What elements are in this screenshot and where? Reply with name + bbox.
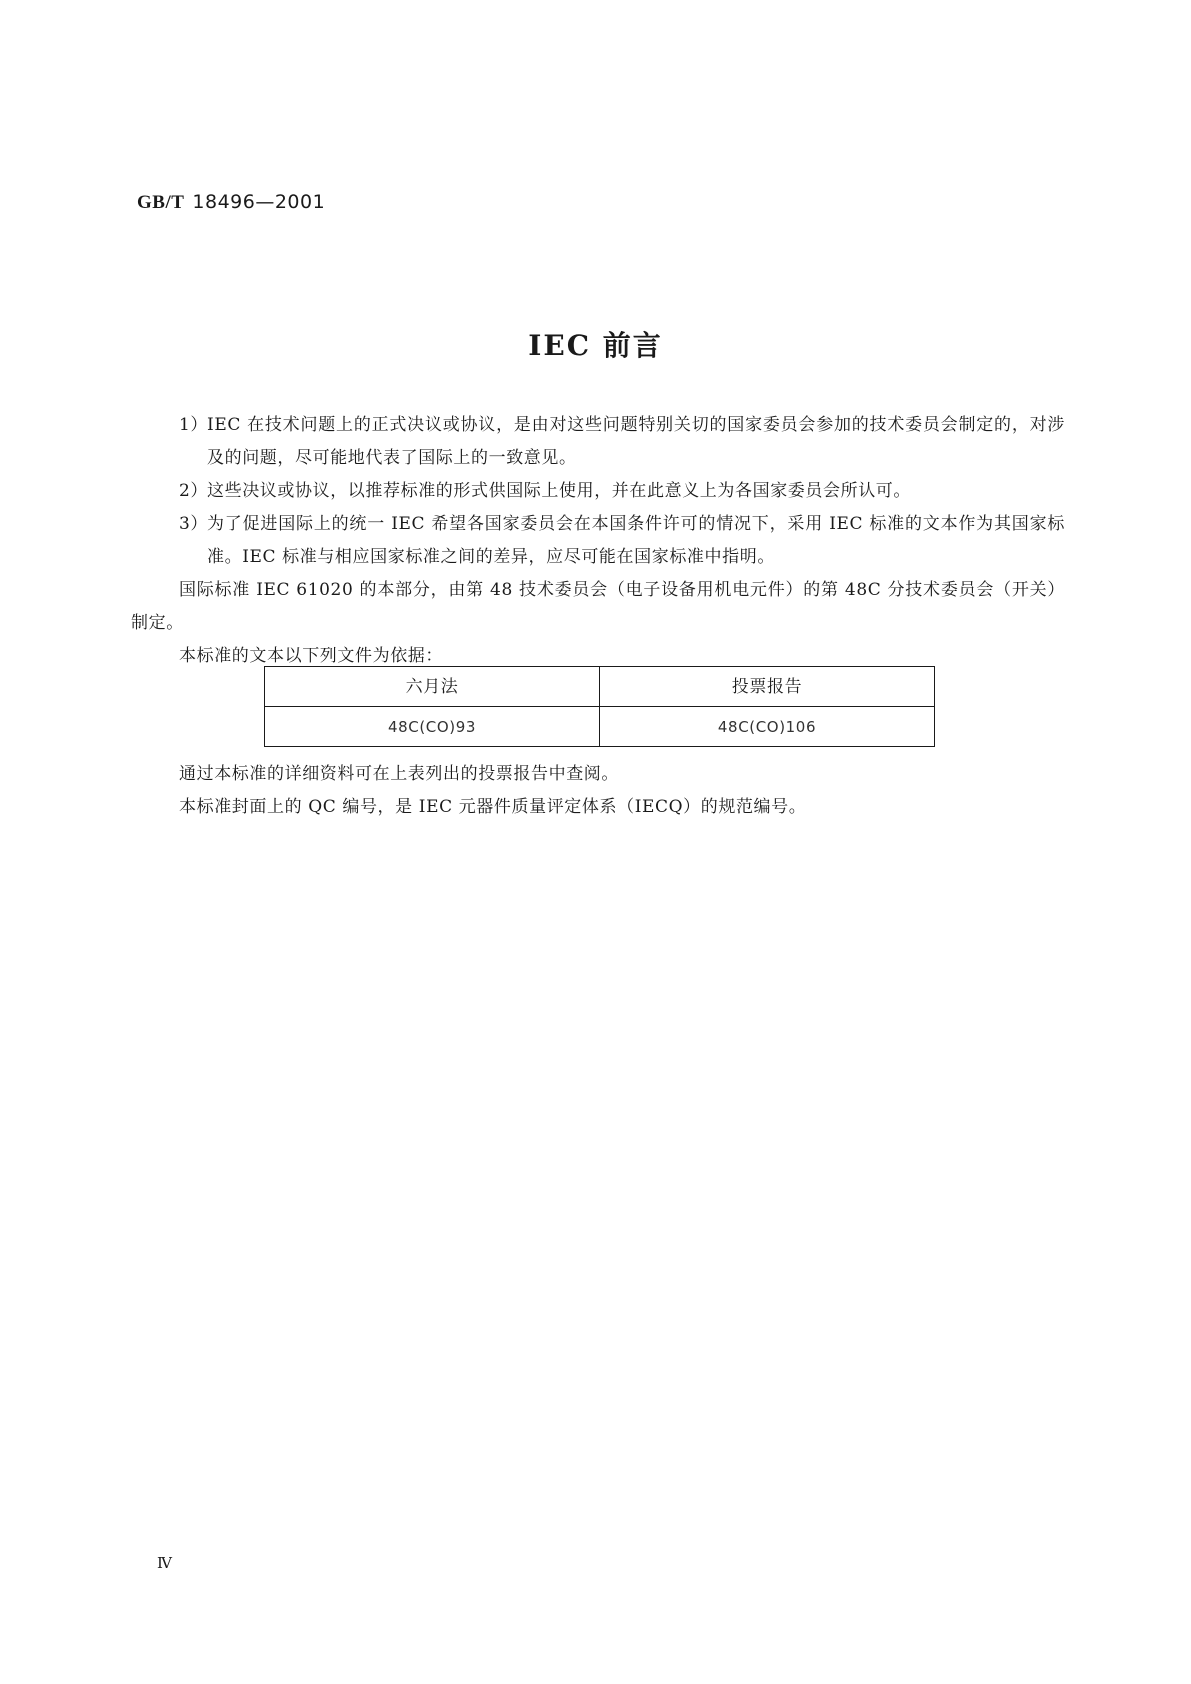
paragraph: 通过本标准的详细资料可在上表列出的投票报告中查阅。: [179, 764, 619, 784]
list-item-text: 这些决议或协议，以推荐标准的形式供国际上使用，并在此意义上为各国家委员会所认可。: [207, 481, 911, 501]
list-item: [131, 475, 1065, 508]
page-number: Ⅳ: [157, 1554, 172, 1572]
table-cell: 48C(CO)106: [600, 707, 935, 747]
table-cell: 48C(CO)93: [265, 707, 600, 747]
document-body-continued: [131, 758, 1065, 824]
page-title: IEC 前言: [528, 329, 663, 362]
list-item-text: IEC 在技术问题上的正式决议或协议，是由对这些问题特别关切的国家委员会参加的技术委员会制定的，对涉及的问题，尽可能地代表了国际上的一致意见。: [207, 415, 1065, 468]
table-header-cell: 六月法: [265, 667, 600, 707]
list-item: [131, 508, 1065, 574]
table-header-row: [265, 667, 935, 707]
standard-prefix: GB/T: [137, 192, 185, 213]
list-marker: 2）: [179, 481, 209, 501]
document-body: [131, 409, 1065, 673]
standard-number: 18496—2001: [192, 191, 326, 213]
paragraph: 本标准封面上的 QC 编号，是 IEC 元器件质量评定体系（IECQ）的规范编号。: [179, 797, 807, 817]
list-marker: 3）: [179, 514, 209, 534]
basis-documents-table: [264, 666, 935, 747]
list-item: [131, 409, 1065, 475]
standard-code: [137, 190, 325, 215]
paragraph: 本标准的文本以下列文件为依据：: [179, 646, 443, 666]
table-header-cell: 投票报告: [600, 667, 935, 707]
list-item-text: 为了促进国际上的统一 IEC 希望各国家委员会在本国条件许可的情况下，采用 IEC 标准的文本作为其国家标准。IEC 标准与相应国家标准之间的差异，应尽可能在国家标准中指明。: [207, 514, 1065, 567]
table-row: [265, 707, 935, 747]
paragraph: 国际标准 IEC 61020 的本部分，由第 48 技术委员会（电子设备用机电元件）的第 48C 分技术委员会（开关）制定。: [131, 580, 1065, 633]
list-marker: 1）: [179, 415, 209, 435]
